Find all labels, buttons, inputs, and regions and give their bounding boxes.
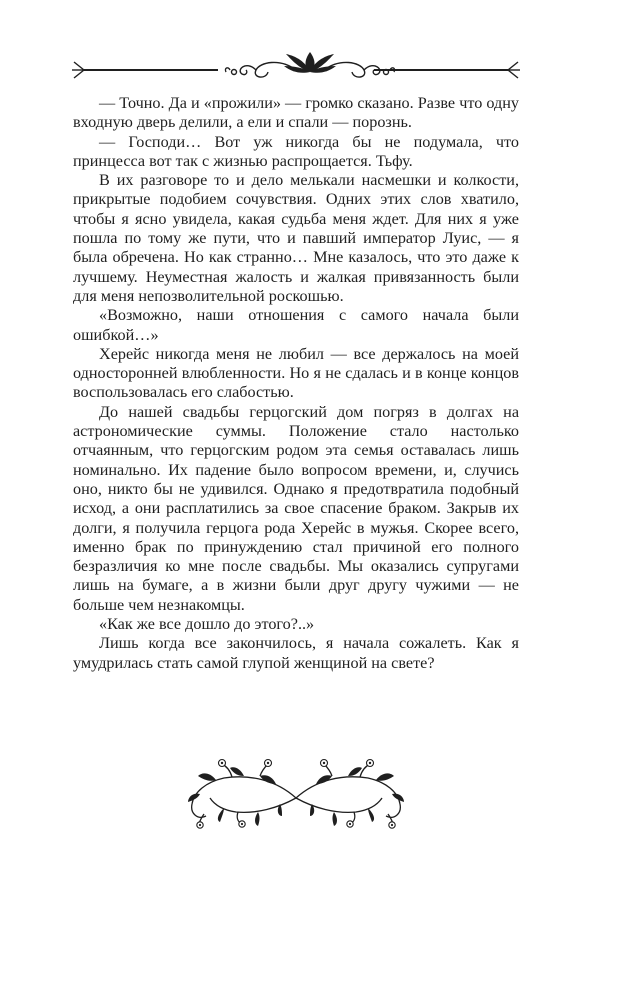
paragraph-4: «Возможно, наши отношения с самого начала были ошибкой…»	[73, 306, 519, 344]
paragraph-2: — Господи… Вот уж никогда бы не подумала, что принцесса вот так с жизнью распрощается. Тьфу.	[73, 132, 519, 170]
paragraph-5: Херейс никогда меня не любил — все держалось на моей односторонней влюбленности. Но я не сдалась и в конце концов воспользовалась его слабостью.	[73, 344, 519, 402]
paragraph-3: В их разговоре то и дело мелькали насмешки и колкости, прикрытые подобием сочувствия. Одних этих слов хватило, чтобы я ясно увидела, какая судьба меня ждет. Для них я уже пошла по тому же пути, что и павший император Луис, — я была обречена. Но как странно… Мне казалось, что это даже к лучшему. Неуместная жалость и жалкая привязанность были для меня непозволительной роскошью.	[73, 171, 519, 305]
footer-floral-vine-ornament-icon	[180, 758, 412, 830]
paragraph-6: До нашей свадьбы герцогский дом погряз в долгах на астрономические суммы. Положение стало настолько отчаянным, что герцогским родом эта семья оставалась лишь номинально. Их падение было вопросом времени, и, случись оно, никто бы не удивился. Однако я предотвратила подобный исход, а они расплатились за свое спасение браком. Закрыв их долги, я получила герцога рода Херейс в мужья. Скорее всего, именно брак по принуждению стал причиной его полного безразличия ко мне после свадьбы. Мы оказались супругами лишь на бумаге, а в жизни были друг другу чужими — не больше чем незнакомцы.	[73, 402, 519, 614]
body-text	[73, 94, 519, 673]
paragraph-7: «Как же все дошло до этого?..»	[99, 615, 315, 634]
paragraph-8: Лишь когда все закончилось, я начала сожалеть. Как я умудрилась стать самой глупой женщиной на свете?	[73, 634, 519, 672]
header-divider-ornament-icon	[70, 48, 550, 90]
paragraph-1: — Точно. Да и «прожили» — громко сказано. Разве что одну входную дверь делили, а ели и спали — порознь.	[73, 94, 519, 132]
